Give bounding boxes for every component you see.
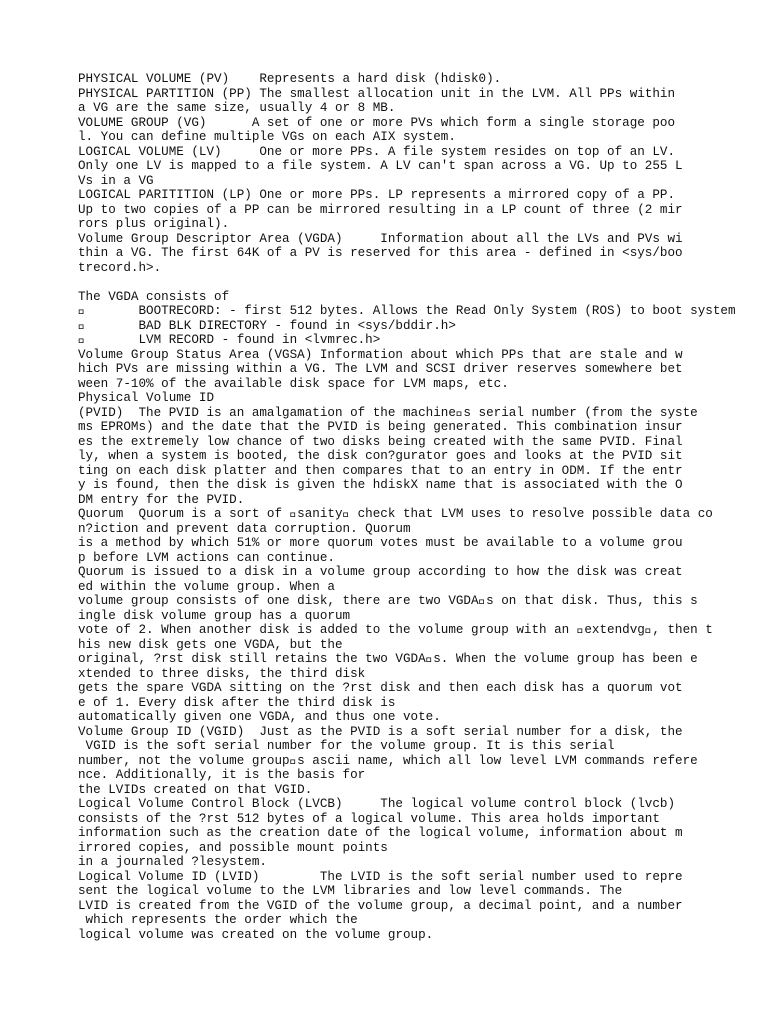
text-line: LOGICAL PARITITION (LP) One or more PPs. LP represents a mirrored copy of a PP. [78, 188, 676, 202]
text-line: LOGICAL VOLUME (LV) One or more PPs. A file system resides on top of an LV. [78, 144, 676, 159]
text-line: VGID is the soft serial number for the volume group. It is this serial [78, 739, 615, 753]
text-line: Volume Group Descriptor Area (VGDA) Information about all the LVs and PVs wi [78, 231, 683, 246]
text-line: original, ?rst disk still retains the two VGDA s. When the volume group has been e [78, 652, 698, 666]
text-line: ween 7-10% of the available disk space for LVM maps, etc. [78, 376, 509, 391]
text-line: ingle disk volume group has a quorum [78, 608, 351, 623]
text-line: number, not the volume group s ascii name, which all low level LVM commands refere [78, 753, 698, 768]
text-line: nce. Additionally, it is the basis for [78, 768, 366, 782]
text-line: PHYSICAL PARTITION (PP) The smallest allocation unit in the LVM. All PPs within [78, 86, 676, 101]
text-line: LVID is created from the VGID of the volume group, a decimal point, and a number [78, 898, 683, 913]
text-line: consists of the ?rst 512 bytes of a logical volume. This area holds important [78, 811, 660, 826]
text-line: VOLUME GROUP (VG) A set of one or more PVs which form a single storage poo [78, 115, 676, 130]
text-line: The VGDA consists of [78, 289, 230, 304]
text-line: ed within the volume group. When a [78, 579, 335, 594]
text-line: sent the logical volume to the LVM libraries and low level commands. The [78, 884, 623, 898]
text-line: n?iction and prevent data corruption. Quorum [78, 521, 411, 536]
text-line: the LVIDs created on that VGID. [78, 782, 313, 797]
text-line: Volume Group ID (VGID) Just as the PVID is a soft serial number for a disk, the [78, 724, 683, 739]
text-line: l. You can define multiple VGs on each AIX system. [78, 130, 456, 144]
text-line: his new disk gets one VGDA, but the [78, 637, 343, 652]
text-line: rors plus original). [78, 217, 230, 231]
text-line: thin a VG. The first 64K of a PV is reserved for this area - defined in <sys/boo [78, 246, 683, 260]
text-line: p before LVM actions can continue. [78, 550, 335, 565]
text-line: logical volume was created on the volume group. [78, 927, 434, 942]
text-line: Volume Group Status Area (VGSA) Information about which PPs that are stale and w [78, 347, 683, 362]
text-line: BAD BLK DIRECTORY - found in <sys/bddir.h> [78, 318, 456, 333]
text-line: trecord.h>. [78, 260, 162, 275]
text-line: LVM RECORD - found in <lvmrec.h> [78, 333, 381, 347]
text-line: e of 1. Every disk after the third disk is [78, 695, 396, 710]
text-line: automatically given one VGDA, and thus one vote. [78, 710, 441, 724]
text-line: a VG are the same size, usually 4 or 8 MB. [78, 101, 396, 115]
text-line: information such as the creation date of the logical volume, information about m [78, 826, 683, 840]
document-page [78, 72, 758, 942]
text-line: Logical Volume ID (LVID) The LVID is the soft serial number used to repre [78, 869, 683, 884]
text-line: Only one LV is mapped to a file system. A LV can't span across a VG. Up to 255 L [78, 159, 683, 173]
text-line: ms EPROMs) and the date that the PVID is being generated. This combination insur [78, 420, 683, 434]
text-line: in a journaled ?lesystem. [78, 855, 267, 869]
text-line: vote of 2. When another disk is added to the volume group with an extendvg , then t [78, 623, 713, 637]
text-line: Quorum is issued to a disk in a volume group according to how the disk was creat [78, 565, 683, 579]
text-line: BOOTRECORD: - first 512 bytes. Allows the Read Only System (ROS) to boot system [78, 304, 736, 318]
text-line: xtended to three disks, the third disk [78, 666, 366, 681]
text-line: gets the spare VGDA sitting on the ?rst disk and then each disk has a quorum vot [78, 681, 683, 695]
text-line: ting on each disk platter and then compares that to an entry in ODM. If the entr [78, 463, 683, 478]
text-line: volume group consists of one disk, there are two VGDA s on that disk. Thus, this s [78, 594, 698, 608]
text-line [78, 275, 758, 290]
text-line: Physical Volume ID [78, 391, 215, 405]
text-line: Logical Volume Control Block (LVCB) The logical volume control block (lvcb) [78, 797, 676, 811]
text-line: which represents the order which the [78, 913, 358, 927]
text-line: irrored copies, and possible mount points [78, 840, 388, 855]
text-line: hich PVs are missing within a VG. The LVM and SCSI driver reserves somewhere bet [78, 362, 683, 376]
text-line: es the extremely low chance of two disks being created with the same PVID. Final [78, 434, 683, 449]
text-line: is a method by which 51% or more quorum votes must be available to a volume grou [78, 536, 683, 550]
text-line: PHYSICAL VOLUME (PV) Represents a hard disk (hdisk0). [78, 72, 502, 86]
text-line: Quorum Quorum is a sort of sanity check that LVM uses to resolve possible data co [78, 507, 713, 521]
text-line: ly, when a system is booted, the disk con?gurator goes and looks at the PVID sit [78, 449, 683, 463]
text-line: Up to two copies of a PP can be mirrored resulting in a LP count of three (2 mir [78, 202, 683, 217]
text-line: DM entry for the PVID. [78, 492, 245, 507]
text-line: Vs in a VG [78, 173, 154, 188]
text-line: y is found, then the disk is given the hdiskX name that is associated with the O [78, 478, 683, 492]
text-line: (PVID) The PVID is an amalgamation of the machine s serial number (from the syste [78, 405, 698, 420]
